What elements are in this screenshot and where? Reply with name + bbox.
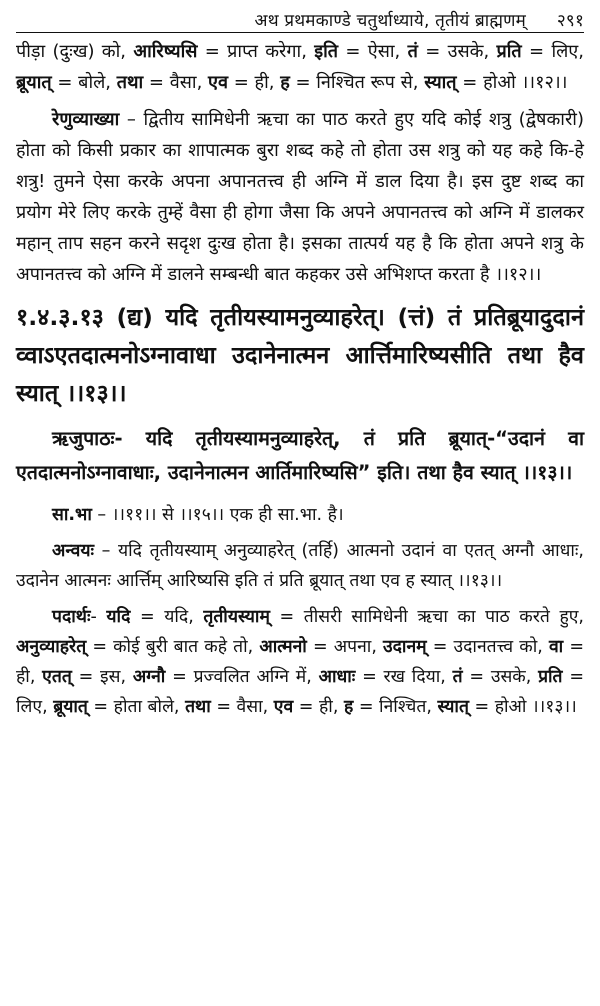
section-label: सा.भा: [52, 505, 92, 525]
text-run: = ऐसा,: [338, 41, 408, 62]
keyword: आरिष्यसि: [133, 41, 198, 62]
keyword: ब्रूयात्: [16, 72, 52, 93]
section-label: अन्वयः: [52, 541, 95, 561]
text-run: = निश्चित रूप से,: [289, 72, 425, 93]
keyword: वा: [548, 637, 564, 657]
text-run: = इस,: [71, 667, 133, 687]
keyword: ब्रूयात्: [53, 697, 88, 717]
section-label: रेणुव्याख्या: [52, 109, 120, 130]
text-run: = कोई बुरी बात कहे तो,: [86, 637, 260, 657]
keyword: अनुव्याहरेत्: [16, 637, 87, 657]
text-run: = वैसा,: [143, 72, 209, 93]
keyword: स्यात्: [424, 72, 457, 93]
keyword: आधाः: [318, 667, 356, 687]
text-run: = लिए,: [521, 41, 584, 62]
keyword: प्रति: [538, 667, 563, 687]
text-run: = अपना,: [306, 637, 384, 657]
keyword: एतत्: [42, 667, 72, 687]
word-meaning-continuation: [16, 36, 584, 98]
keyword: स्यात्: [437, 697, 469, 717]
text-run: = रख दिया,: [355, 667, 453, 687]
page-number: २९१: [556, 10, 584, 31]
text-run: पीड़ा (दुःख) को,: [16, 41, 134, 62]
text-run: = तीसरी सामिधेनी ऋचा का पाठ करते हुए,: [269, 607, 584, 627]
page-body: [16, 36, 584, 728]
keyword: तं: [407, 41, 418, 62]
keyword: तथा: [116, 72, 144, 93]
keyword: एव: [208, 72, 228, 93]
keyword: एव: [273, 697, 294, 717]
text-run: = होओ ।।१३।।: [468, 697, 577, 717]
renu-vyakhya-paragraph: [16, 104, 584, 290]
keyword: ह: [280, 72, 290, 93]
paragraph-text: – द्वितीय सामिधेनी ऋचा का पाठ करते हुए यदि कोई शत्रु (द्वेषकारी) होता को किसी प्रकार का शापात्मक बुरा शब्द कहे तो होता उस शत्रु को यह कहे कि-हे शत्रु! तुमने ऐसा करके अपना अपानतत्त्व ही अग्नि में डाल दिया है। इस दुष्ट शब्द का प्रयोग मेरे लिए करके तुम्हें वैसा ही होगा जैसा कि अपने अपानतत्त्व को अग्नि में डालकर महान् ताप सहन करने सदृश दुःख होता है। इसका तात्पर्य यह है कि होता अपने शत्रु के अपानतत्त्व को अग्नि में डालने सम्बन्धी बात कहकर उसे अभिशप्त करता है ।।१२।।: [16, 109, 584, 285]
padarth-paragraph: पदार्थः- यदि = यदि, तृतीयस्याम् = तीसरी सामिधेनी ऋचा का पाठ करते हुए, अनुव्याहरेत् = कोई बुरी बात कहे तो, आत्मनो = अपना, उदानम् = उदानतत्त्व को, वा = ही, एतत् = इस, अग्नौ = प्रज्वलित अग्नि में, आधाः = रख दिया, तं = उसके, प्रति = लिए, ब्रूयात् = होता बोले, तथा = वैसा, एव = ही, ह = निश्चित, स्यात् = होओ ।।१३।।: [16, 607, 584, 717]
paragraph-text: - यदि तृतीयस्यामनुव्याहरेत्, तं प्रति ब्रूयात्-“उदानं वा एतदात्मनोऽग्नावाधाः, उदानेनात्मन आर्तिमारिष्यसि” इति। तथा हैव स्यात् ।।१३।।: [16, 427, 584, 484]
section-label: ऋजुपाठः: [52, 427, 115, 450]
sabha-line: [16, 500, 584, 530]
keyword: आत्मनो: [259, 637, 307, 657]
text-run: = वैसा,: [210, 697, 274, 717]
paragraph-text: – यदि तृतीयस्याम् अनुव्याहरेत् (तर्हि) आत्मनो उदानं वा एतत् अग्नौ आधाः, उदानेन आत्मनः आर्त्तिम् आरिष्यसि इति तं प्रति ब्रूयात् तथा एव ह स्यात् ।।१३।।: [16, 541, 584, 591]
verse-1-4-3-13: १.४.३.१३ (द्य) यदि तृतीयस्यामनुव्याहरेत्। (त्तं) तं प्रतिब्रूयादुदानं व्वाऽएतदात्मनोऽग्नावाधा उदानेनात्मन आर्त्तिमारिष्यसीति तथा हैव स्यात् ।।१३।।: [16, 303, 584, 407]
text-run: = यदि,: [130, 607, 204, 627]
text-run: = होता बोले,: [87, 697, 186, 717]
keyword: ह: [343, 697, 354, 717]
keyword: तथा: [185, 697, 211, 717]
text-run: = प्राप्त करेगा,: [197, 41, 315, 62]
keyword: प्रति: [496, 41, 522, 62]
text-run: = उसके,: [417, 41, 497, 62]
paragraph-text: – ।।११।। से ।।१५।। एक ही सा.भा. है।: [91, 505, 344, 525]
running-header: [16, 6, 584, 33]
anvay-paragraph: [16, 536, 584, 596]
keyword: उदानम्: [383, 637, 427, 657]
keyword: अग्नौ: [132, 667, 166, 687]
text-run: = उदानतत्त्व को,: [426, 637, 549, 657]
section-label: पदार्थः: [52, 607, 91, 627]
keyword: तृतीयस्याम्: [203, 607, 270, 627]
text-run: = ही,: [293, 697, 344, 717]
keyword: इति: [314, 41, 339, 62]
text-run: = उसके,: [462, 667, 539, 687]
text-run: = ही,: [227, 72, 281, 93]
running-title: अथ प्रथमकाण्डे चतुर्थाध्याये, तृतीयं ब्राह्मणम्: [254, 10, 526, 31]
keyword: यदि: [106, 607, 131, 627]
text-run: = लिए,: [16, 667, 584, 717]
keyword: तं: [452, 667, 463, 687]
text-run: = बोले,: [51, 72, 117, 93]
text-run: = ही,: [16, 637, 584, 687]
text-run: = प्रज्वलित अग्नि में,: [165, 667, 319, 687]
text-run: = निश्चित,: [353, 697, 438, 717]
text-run: = होओ ।।१२।।: [456, 72, 568, 93]
rjupath-paragraph: [16, 422, 584, 490]
